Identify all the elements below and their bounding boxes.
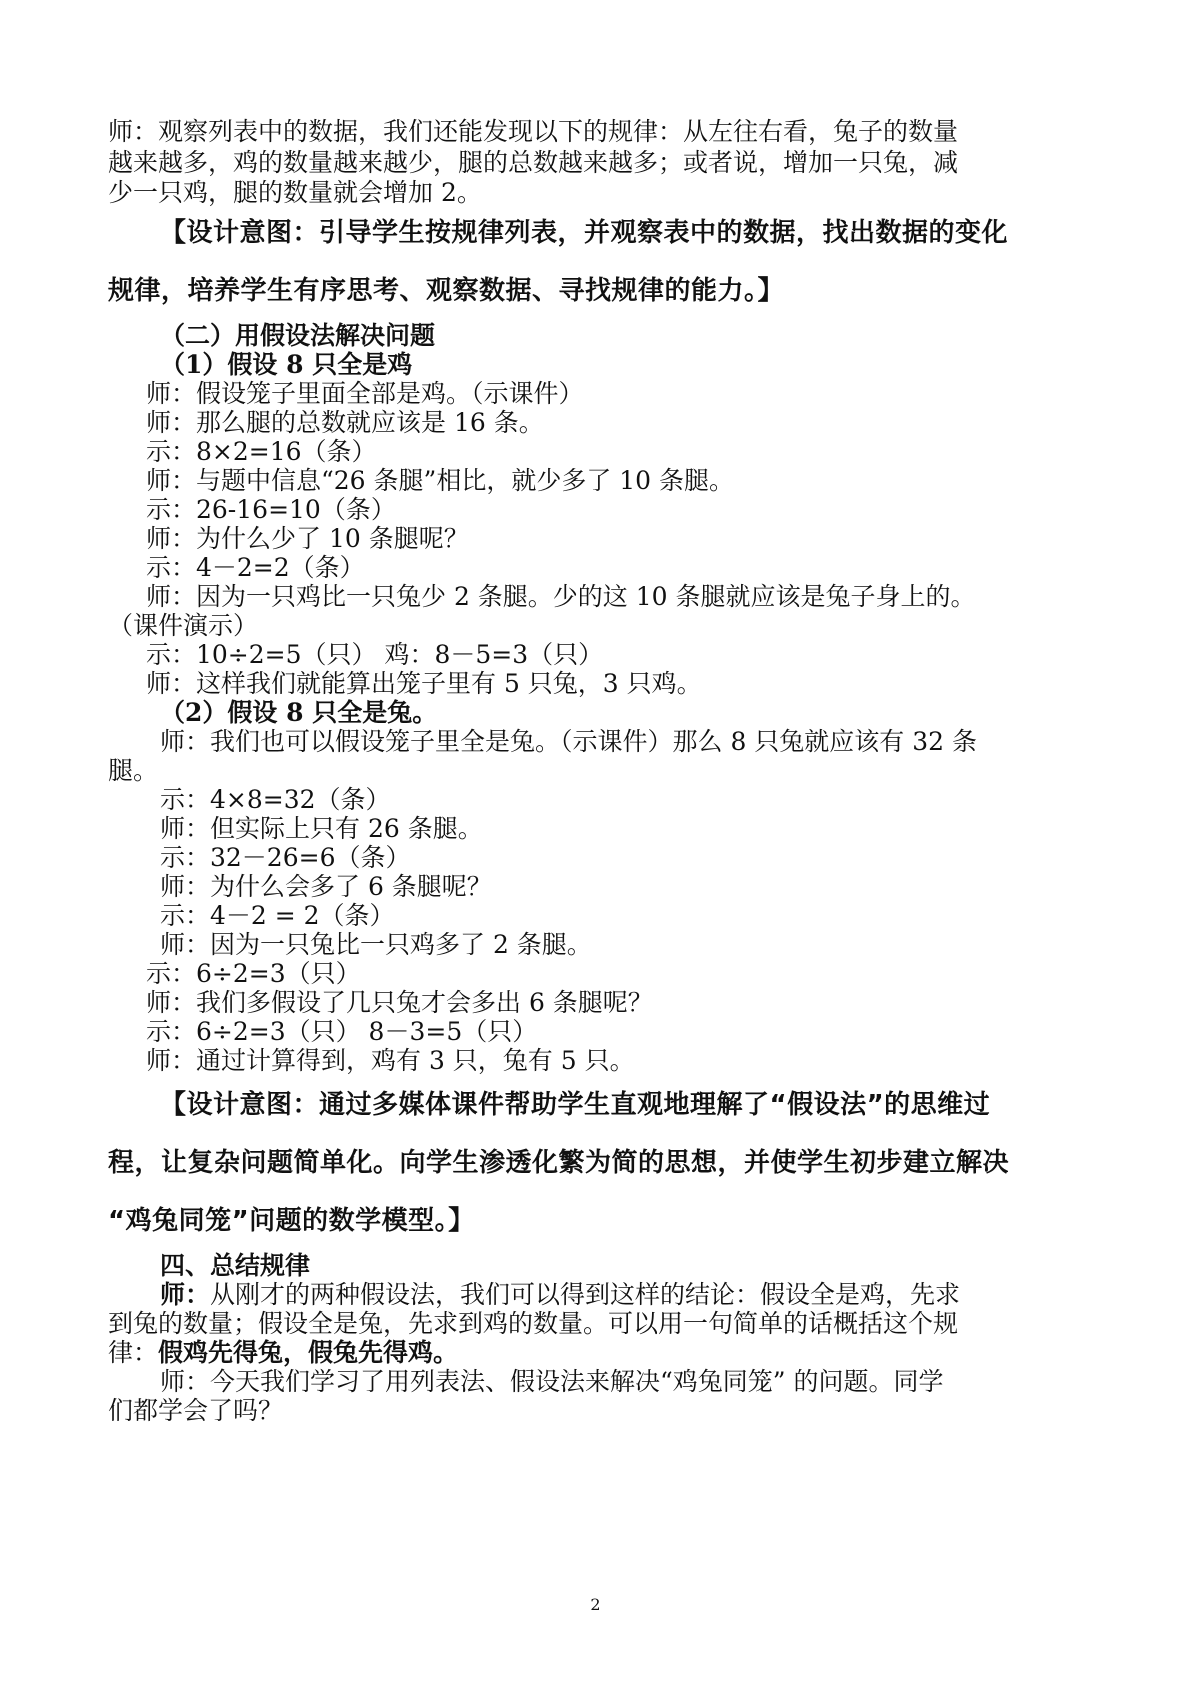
design-intent-2-line-3: “鸡兔同笼”问题的数学模型。】	[108, 1206, 475, 1236]
design-intent-1-line-2: 规律，培养学生有序思考、观察数据、寻找规律的能力。】	[108, 276, 785, 306]
section-two-b-line-3: 师：但实际上只有 26 条腿。	[160, 814, 483, 843]
section-two-line-7: 师：因为一只鸡比一只兔少 2 条腿。少的这 10 条腿就应该是兔子身上的。	[146, 582, 976, 611]
design-intent-2-line-1: 【设计意图：通过多媒体课件帮助学生直观地理解了“假设法”的思维过	[160, 1090, 991, 1120]
section-two-b-line-5: 师：为什么会多了 6 条腿呢？	[160, 872, 492, 901]
section-four-line-2: 到兔的数量；假设全是兔，先求到鸡的数量。可以用一句简单的话概括这个规	[108, 1309, 959, 1338]
section-four-line-1-rest: 从刚才的两种假设法，我们可以得到这样的结论：假设全是鸡，先求	[210, 1280, 961, 1309]
section-two-b-line-7: 师：因为一只兔比一只鸡多了 2 条腿。	[160, 930, 592, 959]
section-two-line-1: 师：那么腿的总数就应该是 16 条。	[146, 408, 544, 437]
section-two-heading: （二）用假设法解决问题	[160, 321, 436, 350]
intro-line-1: 师：观察列表中的数据，我们还能发现以下的规律：从左往右看，兔子的数量	[108, 117, 959, 146]
section-two-line-6: 示：4－2=2（条）	[146, 553, 365, 582]
section-two-line-2: 示：8×2=16（条）	[146, 437, 377, 466]
section-two-b-line-1: 腿。	[108, 756, 159, 785]
section-two-line-9: 示：10÷2=5（只） 鸡：8－5=3（只）	[146, 640, 604, 669]
section-two-b-line-11: 师：通过计算得到，鸡有 3 只，兔有 5 只。	[146, 1046, 635, 1075]
section-two-line-3: 师：与题中信息“26 条腿”相比，就少多了 10 条腿。	[146, 466, 735, 495]
section-two-b-line-10: 示：6÷2=3（只） 8－3=5（只）	[146, 1017, 538, 1046]
section-four-line-1	[160, 1280, 960, 1310]
section-four-heading: 四、总结规律	[160, 1251, 311, 1280]
section-two-sub-2: （2）假设 8 只全是兔。	[160, 698, 438, 727]
section-two-sub-1: （1）假设 8 只全是鸡	[160, 350, 413, 379]
section-two-line-0: 师：假设笼子里面全部是鸡。（示课件）	[146, 379, 584, 408]
section-two-b-line-9: 师：我们多假设了几只兔才会多出 6 条腿呢？	[146, 988, 653, 1017]
section-four-line-3-prefix: 律：	[108, 1338, 159, 1367]
section-two-b-line-2: 示：4×8=32（条）	[160, 785, 391, 814]
section-four-line-3	[108, 1338, 458, 1368]
section-two-b-line-8: 示：6÷2=3（只）	[146, 959, 361, 988]
section-two-line-8: （课件演示）	[108, 611, 259, 640]
section-two-b-line-4: 示：32－26=6（条）	[160, 843, 411, 872]
teacher-label: 师：	[160, 1280, 211, 1309]
page-number: 2	[590, 1595, 601, 1614]
design-intent-2-line-2: 程，让复杂问题简单化。向学生渗透化繁为简的思想，并使学生初步建立解决	[108, 1148, 1010, 1178]
section-two-b-line-0: 师：我们也可以假设笼子里全是兔。（示课件）那么 8 只兔就应该有 32 条	[160, 727, 978, 756]
summary-rule: 假鸡先得兔，假兔先得鸡。	[158, 1338, 459, 1367]
section-two-b-line-6: 示：4－2 = 2（条）	[160, 901, 395, 930]
section-four-line-5: 们都学会了吗？	[108, 1396, 284, 1425]
section-two-line-4: 示：26-16=10（条）	[146, 495, 396, 524]
intro-line-3: 少一只鸡，腿的数量就会增加 2。	[108, 178, 482, 207]
section-four-line-4: 师：今天我们学习了用列表法、假设法来解决“鸡兔同笼” 的问题。同学	[160, 1367, 944, 1396]
section-two-line-10: 师：这样我们就能算出笼子里有 5 只兔，3 只鸡。	[146, 669, 702, 698]
section-two-line-5: 师：为什么少了 10 条腿呢？	[146, 524, 469, 553]
design-intent-1-line-1: 【设计意图：引导学生按规律列表，并观察表中的数据，找出数据的变化	[160, 218, 1009, 248]
intro-line-2: 越来越多，鸡的数量越来越少，腿的总数越来越多；或者说，增加一只兔，减	[108, 148, 959, 177]
